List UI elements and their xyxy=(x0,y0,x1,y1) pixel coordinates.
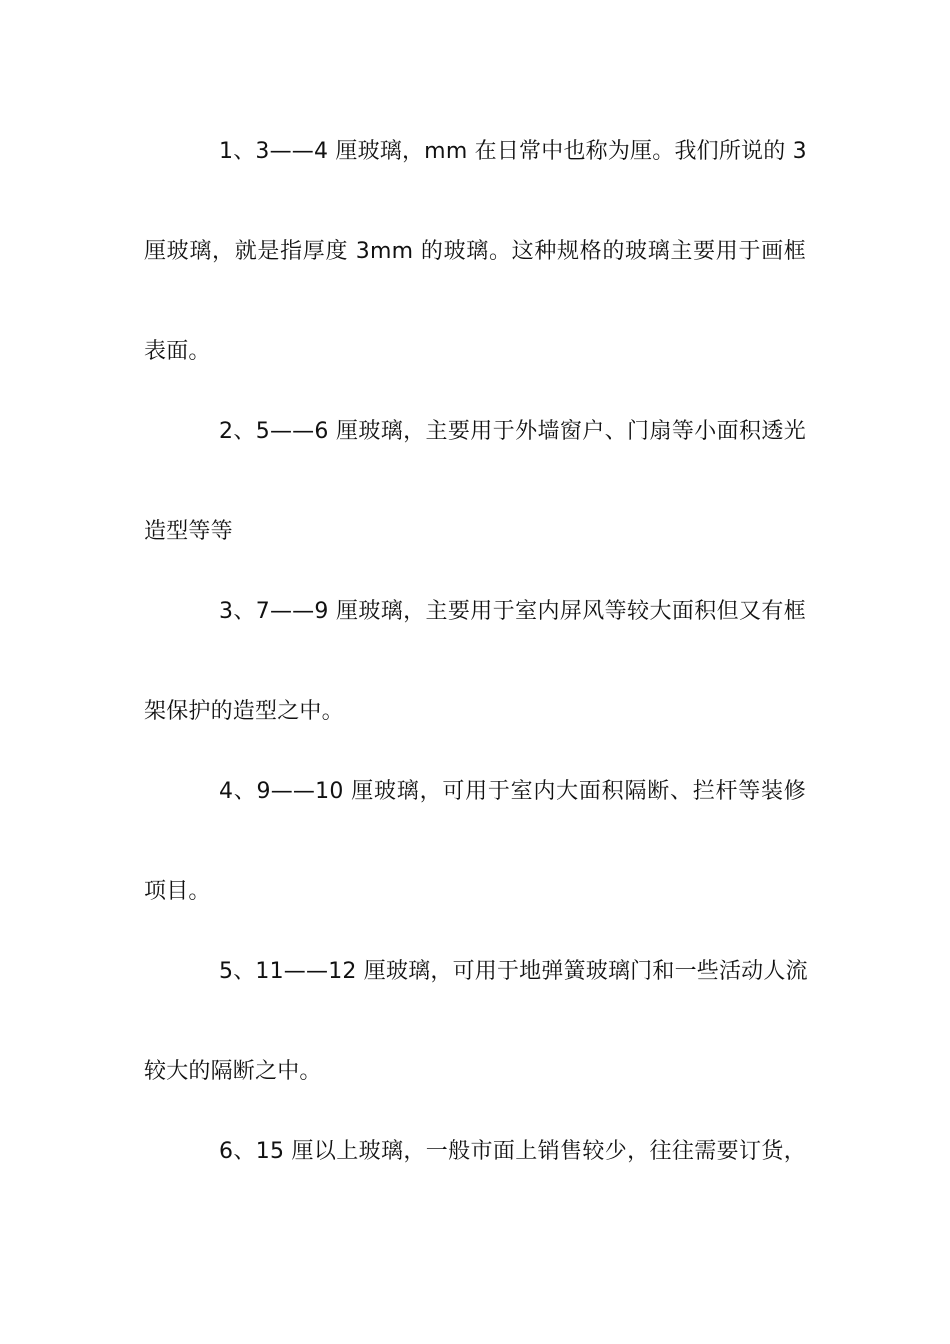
paragraph-5-line-2: 较大的隔断之中。 xyxy=(144,1059,322,1084)
paragraph-4-line-1: 4、9——10 厘玻璃，可用于室内大面积隔断、拦杆等装修 xyxy=(219,779,806,804)
paragraph-2-line-1: 2、5——6 厘玻璃，主要用于外墙窗户、门扇等小面积透光 xyxy=(219,419,806,444)
paragraph-1-line-3: 表面。 xyxy=(144,339,211,364)
paragraph-3-line-2: 架保护的造型之中。 xyxy=(144,699,344,724)
paragraph-1-line-2: 厘玻璃，就是指厚度 3mm 的玻璃。这种规格的玻璃主要用于画框 xyxy=(144,239,806,264)
paragraph-2-line-2: 造型等等 xyxy=(144,519,233,544)
paragraph-4-line-2: 项目。 xyxy=(144,879,211,904)
paragraph-1-line-1: 1、3——4 厘玻璃，mm 在日常中也称为厘。我们所说的 3 xyxy=(219,139,807,164)
paragraph-3-line-1: 3、7——9 厘玻璃，主要用于室内屏风等较大面积但又有框 xyxy=(219,599,806,624)
paragraph-6-line-1: 6、15 厘以上玻璃，一般市面上销售较少，往往需要订货， xyxy=(219,1139,806,1164)
paragraph-5-line-1: 5、11——12 厘玻璃，可用于地弹簧玻璃门和一些活动人流 xyxy=(219,959,808,984)
